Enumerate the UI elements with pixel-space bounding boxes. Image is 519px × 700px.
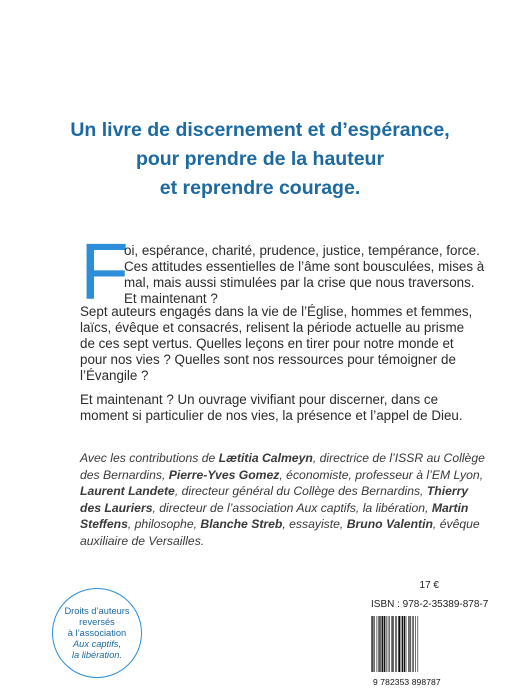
contrib-text: , philosophe, bbox=[127, 517, 201, 531]
intro-line: Et maintenant ? bbox=[124, 291, 218, 306]
royalties-badge bbox=[52, 588, 142, 678]
contrib-text: des Bernardins, bbox=[80, 467, 169, 482]
badge-line: reversés bbox=[79, 616, 115, 627]
tagline-line: et reprendre courage. bbox=[159, 177, 361, 199]
contrib-text: , directeur général du Collège des Bernardins, bbox=[174, 484, 427, 498]
contributor-name: Bruno Valentin bbox=[346, 517, 433, 531]
tagline-line: Un livre de discernement et d’espérance, bbox=[70, 119, 450, 141]
contributor-name: des Lauriers bbox=[80, 500, 153, 515]
tagline bbox=[60, 116, 460, 203]
body-paragraph bbox=[80, 304, 473, 384]
contributors-note bbox=[80, 450, 485, 549]
contributor-name: Pierre-Yves Gomez bbox=[168, 467, 280, 482]
contrib-text: , évêque bbox=[432, 517, 480, 531]
contrib-text: , directeur de l’association Aux captifs, la libération, bbox=[152, 500, 432, 515]
contributor-name: Laurent Landete bbox=[80, 484, 175, 498]
contrib-text: Avec les contributions de bbox=[80, 451, 219, 465]
paragraph-line: Et maintenant ? Un ouvrage vivifiant pour discerner, dans ce bbox=[80, 392, 439, 407]
tagline-line: pour prendre de la hauteur bbox=[135, 148, 385, 170]
contributor-name: Steffens bbox=[80, 517, 128, 531]
contrib-text: , directrice de l’ISSR au Collège bbox=[312, 451, 485, 465]
badge-line: Aux captifs, bbox=[72, 638, 122, 649]
intro-line: mal, mais aussi stimulées par la crise que nous traversons. bbox=[124, 275, 475, 290]
paragraph-line: laïcs, évêque et consacrés, relisent la période actuelle au prisme bbox=[80, 320, 465, 335]
paragraph-line: moment si particulier de nos vies, la présence et l’appel de Dieu. bbox=[80, 408, 463, 423]
contributor-name: Blanche Streb bbox=[200, 517, 283, 531]
paragraph-line: de ces sept vertus. Quelles leçons en tirer pour notre monde et bbox=[80, 336, 454, 351]
contributor-name: Lætitia Calmeyn bbox=[218, 451, 313, 465]
contributor-name: Thierry bbox=[426, 484, 469, 498]
contrib-text: , économiste, professeur à l’EM Lyon, bbox=[279, 467, 484, 482]
isbn: ISBN : 978-2-35389-878-7 bbox=[371, 599, 489, 610]
badge-line: à l’association bbox=[67, 627, 127, 638]
paragraph-line: Sept auteurs engagés dans la vie de l’Église, hommes et femmes, bbox=[80, 304, 473, 319]
badge-line: la libération. bbox=[71, 649, 123, 660]
barcode-icon bbox=[370, 616, 440, 672]
price: 17 € bbox=[419, 580, 439, 591]
paragraph-line: l’Évangile ? bbox=[80, 368, 149, 383]
contrib-text: , essayiste, bbox=[282, 517, 347, 531]
contributor-name: Martin bbox=[431, 500, 469, 515]
paragraph-line: pour nos vies ? Quelles sont nos ressources pour témoigner de bbox=[80, 352, 456, 367]
intro-line: oi, espérance, charité, prudence, justice, tempérance, force. bbox=[124, 243, 480, 258]
closing-paragraph bbox=[80, 392, 463, 424]
intro-line: Ces attitudes essentielles de l’âme sont bousculées, mises à bbox=[124, 259, 485, 274]
barcode-digits: 9 782353 898787 bbox=[373, 677, 441, 687]
badge-line: Droits d’auteurs bbox=[64, 605, 130, 616]
contrib-text: auxiliaire de Versailles. bbox=[80, 533, 205, 548]
drop-cap: F bbox=[80, 227, 129, 316]
